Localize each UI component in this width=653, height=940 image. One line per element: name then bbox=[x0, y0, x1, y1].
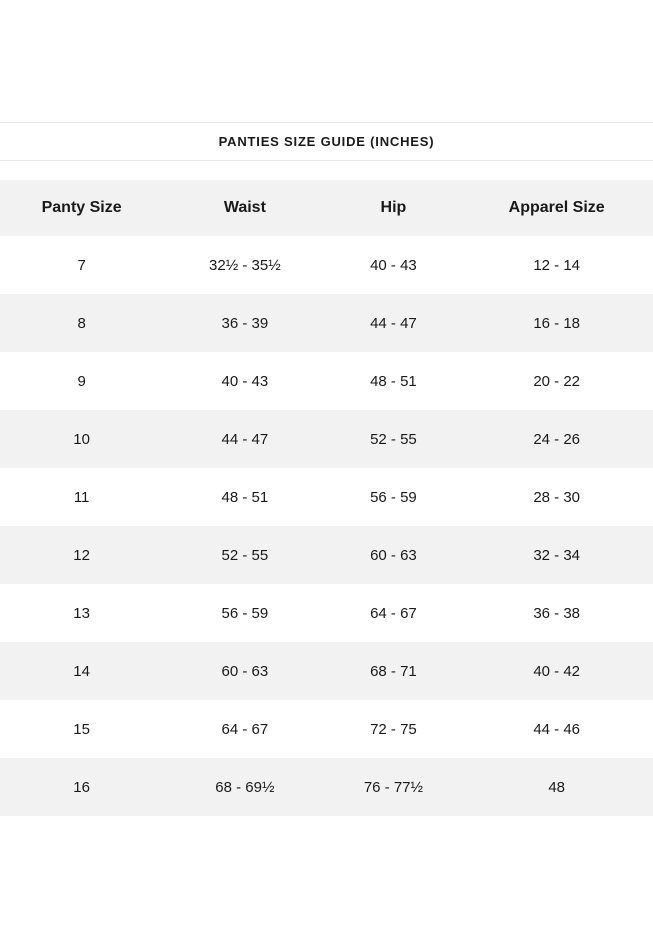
table-cell: 48 bbox=[548, 778, 566, 796]
table-cell: 40 - 43 bbox=[221, 372, 269, 390]
table-row bbox=[0, 294, 653, 352]
table-cell: 44 - 47 bbox=[370, 314, 417, 332]
table-cell: 76 - 77½ bbox=[363, 778, 424, 796]
top-whitespace bbox=[0, 0, 653, 122]
column-header-panty-size: Panty Size bbox=[0, 180, 163, 236]
table-row bbox=[0, 410, 653, 468]
table-cell: 36 - 39 bbox=[221, 314, 269, 332]
table-cell: 32 - 34 bbox=[533, 546, 581, 564]
table-cell: 56 - 59 bbox=[221, 604, 269, 622]
table-cell: 44 - 47 bbox=[221, 430, 269, 448]
table-body bbox=[0, 236, 653, 816]
table-cell: 44 - 46 bbox=[533, 720, 581, 738]
table-cell: 10 bbox=[73, 430, 90, 448]
column-header-apparel-size: Apparel Size bbox=[460, 180, 653, 236]
table-cell: 60 - 63 bbox=[221, 662, 269, 680]
table-cell: 15 bbox=[73, 720, 90, 738]
table-row bbox=[0, 642, 653, 700]
size-guide-table bbox=[0, 180, 653, 816]
table-row bbox=[0, 584, 653, 642]
table-cell: 68 - 71 bbox=[370, 662, 417, 680]
table-row bbox=[0, 700, 653, 758]
size-guide-title: PANTIES SIZE GUIDE (INCHES) bbox=[218, 134, 435, 149]
table-cell: 68 - 69½ bbox=[215, 778, 275, 796]
size-guide-table-container bbox=[0, 180, 653, 816]
table-cell: 52 - 55 bbox=[221, 546, 269, 564]
table-cell: 48 - 51 bbox=[221, 488, 269, 506]
table-cell: 64 - 67 bbox=[221, 720, 269, 738]
table-cell: 9 bbox=[77, 372, 86, 390]
table-cell: 20 - 22 bbox=[533, 372, 581, 390]
table-row bbox=[0, 352, 653, 410]
table-cell: 7 bbox=[77, 256, 86, 274]
table-cell: 11 bbox=[73, 488, 90, 506]
table-cell: 36 - 38 bbox=[533, 604, 581, 622]
table-cell: 16 - 18 bbox=[533, 314, 581, 332]
table-cell: 16 bbox=[73, 778, 90, 796]
table-cell: 52 - 55 bbox=[370, 430, 417, 448]
table-cell: 40 - 42 bbox=[533, 662, 581, 680]
table-cell: 8 bbox=[77, 314, 86, 332]
table-header-row bbox=[0, 180, 653, 236]
table-row bbox=[0, 468, 653, 526]
table-cell: 72 - 75 bbox=[370, 720, 417, 738]
table-row bbox=[0, 236, 653, 294]
table-row bbox=[0, 758, 653, 816]
table-cell: 48 - 51 bbox=[370, 372, 417, 390]
table-cell: 12 bbox=[73, 546, 90, 564]
table-cell: 24 - 26 bbox=[533, 430, 581, 448]
table-cell: 64 - 67 bbox=[370, 604, 417, 622]
table-cell: 13 bbox=[73, 604, 90, 622]
table-cell: 28 - 30 bbox=[533, 488, 581, 506]
table-cell: 14 bbox=[73, 662, 90, 680]
table-cell: 60 - 63 bbox=[370, 546, 417, 564]
table-row bbox=[0, 526, 653, 584]
size-guide-title-bar bbox=[0, 122, 653, 161]
column-header-hip: Hip bbox=[327, 180, 461, 236]
table-cell: 12 - 14 bbox=[533, 256, 581, 274]
column-header-waist: Waist bbox=[163, 180, 326, 236]
table-cell: 32½ - 35½ bbox=[209, 256, 281, 274]
table-cell: 40 - 43 bbox=[370, 256, 417, 274]
table-cell: 56 - 59 bbox=[370, 488, 417, 506]
